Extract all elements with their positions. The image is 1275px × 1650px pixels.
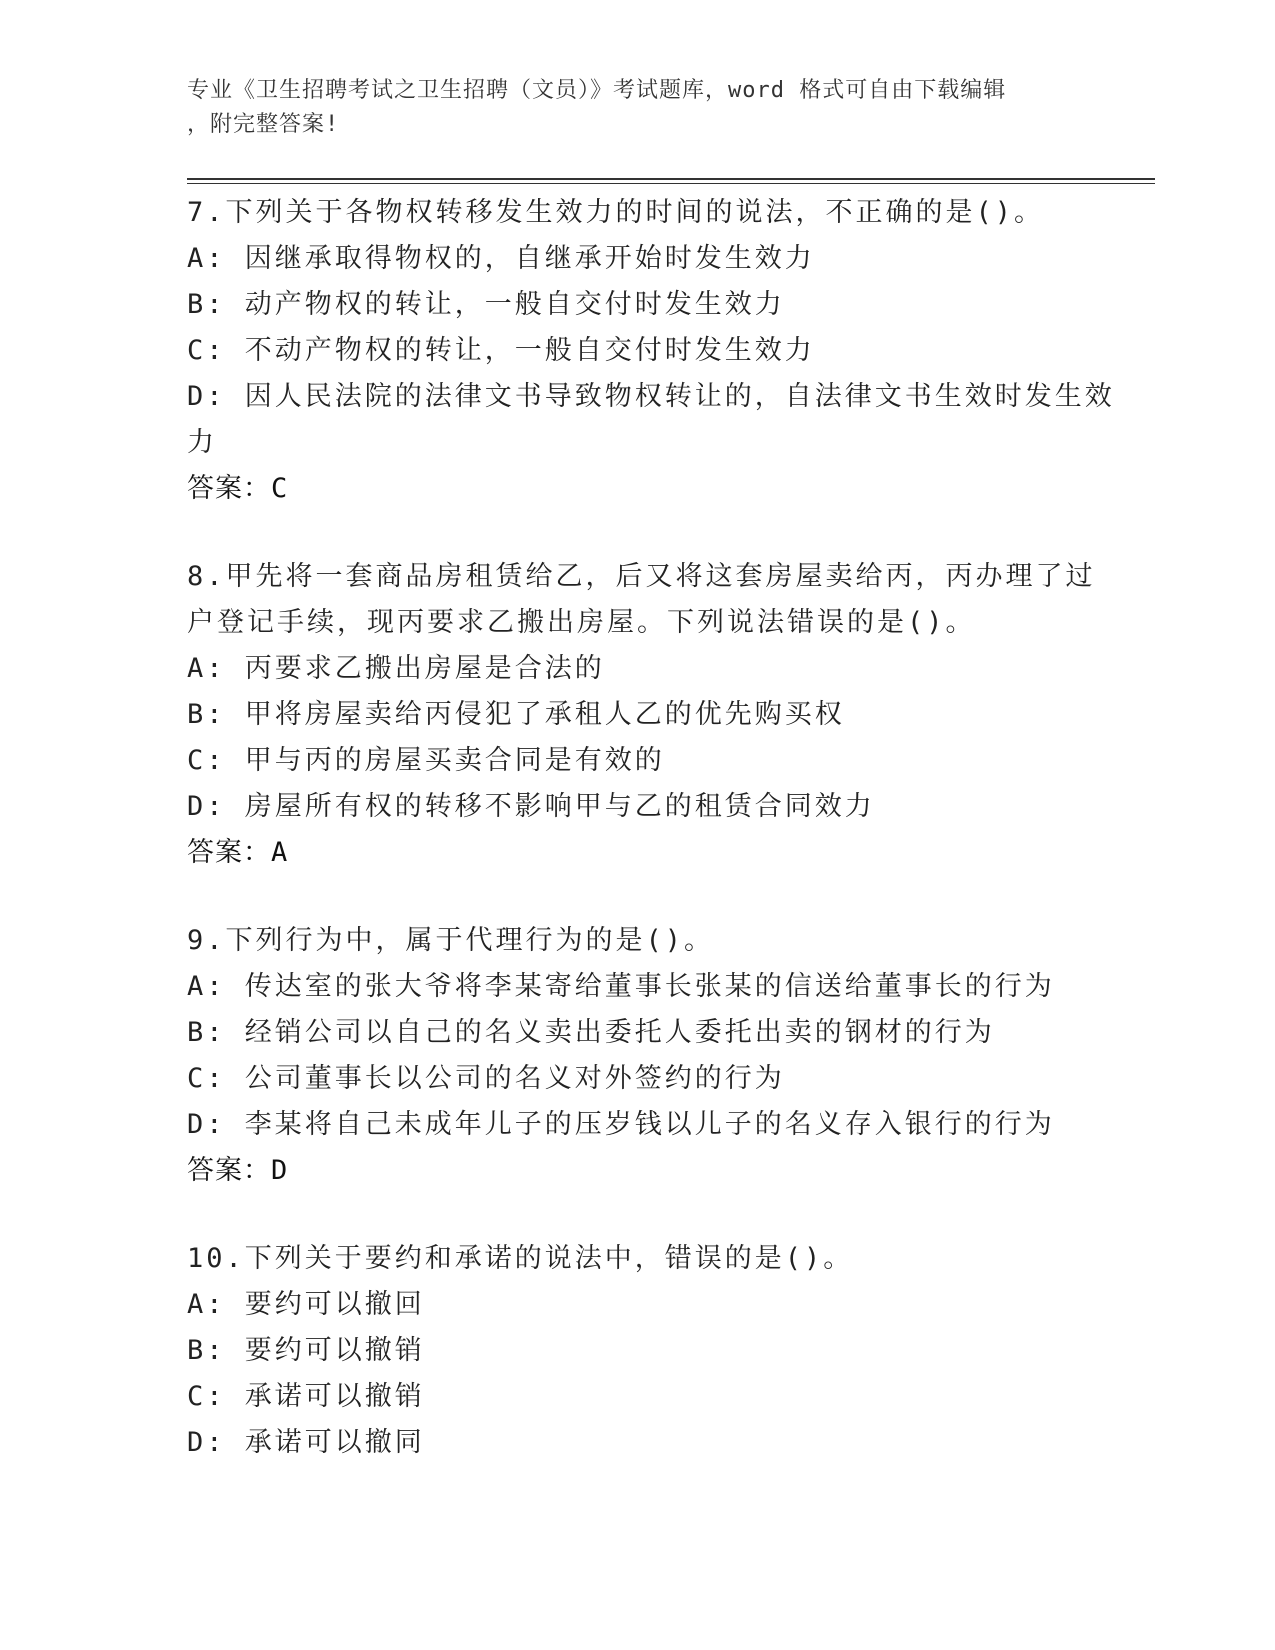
option-a: A: 要约可以撤回 <box>187 1289 425 1320</box>
answer <box>187 466 1147 512</box>
question-8 <box>187 554 1147 876</box>
question-stem: 8.甲先将一套商品房租赁给乙，后又将这套房屋卖给丙，丙办理了过 <box>187 561 1096 592</box>
option-b: B: 要约可以撤销 <box>187 1335 425 1366</box>
option-c: C: 甲与丙的房屋买卖合同是有效的 <box>187 745 665 776</box>
option-c: C: 承诺可以撤销 <box>187 1381 425 1412</box>
answer-value: D <box>271 1155 289 1186</box>
header-line-1: 专业《卫生招聘考试之卫生招聘（文员）》考试题库，word 格式可自由下载编辑 <box>187 78 1007 103</box>
answer-label: 答案： <box>187 473 271 504</box>
option-d: D: 承诺可以撤同 <box>187 1427 425 1458</box>
document-header <box>187 74 1087 142</box>
option-d: D: 因人民法院的法律文书导致物权转让的，自法律文书生效时发生效 <box>187 381 1115 412</box>
question-stem-continued: 户登记手续，现丙要求乙搬出房屋。下列说法错误的是()。 <box>187 607 976 638</box>
answer-value: A <box>271 837 289 868</box>
answer-value: C <box>271 473 289 504</box>
option-a: A: 因继承取得物权的，自继承开始时发生效力 <box>187 243 815 274</box>
question-7 <box>187 190 1147 512</box>
option-b: B: 动产物权的转让，一般自交付时发生效力 <box>187 289 785 320</box>
answer <box>187 830 1147 876</box>
answer-label: 答案： <box>187 837 271 868</box>
option-c: C: 公司董事长以公司的名义对外签约的行为 <box>187 1063 785 1094</box>
question-stem: 9.下列行为中，属于代理行为的是()。 <box>187 925 715 956</box>
header-divider-thin <box>187 183 1155 184</box>
option-d: D: 房屋所有权的转移不影响甲与乙的租赁合同效力 <box>187 791 875 822</box>
option-a: A: 丙要求乙搬出房屋是合法的 <box>187 653 605 684</box>
option-d: D: 李某将自己未成年儿子的压岁钱以儿子的名义存入银行的行为 <box>187 1109 1055 1140</box>
option-c: C: 不动产物权的转让，一般自交付时发生效力 <box>187 335 815 366</box>
option-d-continued: 力 <box>187 427 217 458</box>
question-9 <box>187 918 1147 1194</box>
option-b: B: 甲将房屋卖给丙侵犯了承租人乙的优先购买权 <box>187 699 845 730</box>
header-line-2: ，附完整答案! <box>187 112 340 137</box>
question-list <box>187 190 1147 1508</box>
question-10 <box>187 1236 1147 1466</box>
header-divider-thick <box>187 178 1155 180</box>
question-stem: 10.下列关于要约和承诺的说法中，错误的是()。 <box>187 1243 854 1274</box>
option-b: B: 经销公司以自己的名义卖出委托人委托出卖的钢材的行为 <box>187 1017 995 1048</box>
option-a: A: 传达室的张大爷将李某寄给董事长张某的信送给董事长的行为 <box>187 971 1055 1002</box>
question-stem: 7.下列关于各物权转移发生效力的时间的说法，不正确的是()。 <box>187 197 1045 228</box>
answer <box>187 1148 1147 1194</box>
answer-label: 答案： <box>187 1155 271 1186</box>
